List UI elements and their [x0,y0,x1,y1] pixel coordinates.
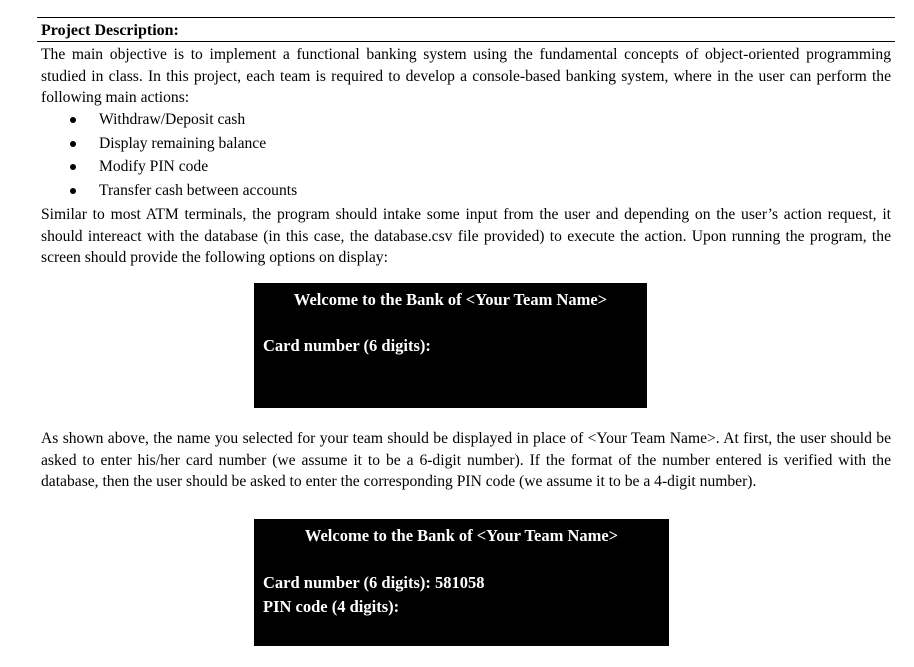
section-title: Project Description: [41,22,179,39]
terminal-screenshot-1 [254,283,647,408]
pin-code-prompt: PIN code (4 digits): [263,597,400,616]
list-item-label: Modify PIN code [99,158,209,175]
card-number-prompt: Card number (6 digits): [263,336,431,355]
card-number-prompt: Card number (6 digits): [263,573,431,592]
list-item [66,108,297,132]
bullet-icon [70,117,76,123]
bullet-icon [70,164,76,170]
action-list [66,108,297,202]
atm-paragraph: Similar to most ATM terminals, the program should intake some input from the user and depending on the user’s action request, it should intereact with the database (in this case, the database.csv file provided) to execute the action. Upon running the program, the screen should provide the following options on display: [41,206,891,266]
terminal-welcome: Welcome to the Bank of <Your Team Name> [293,290,608,309]
list-item-label: Transfer cash between accounts [99,181,298,199]
list-item-label: Display remaining balance [99,134,267,152]
top-rule [37,17,895,18]
explanation-paragraph: As shown above, the name you selected for your team should be displayed in place of <Your Team Name>. At first, the user should be asked to enter his/her card number (we assume it to be a 6-digit number). If the format of the number entered is verified with the database, then the user should be asked to enter the corresponding PIN code (we assume it to be a 4-digit number). [41,430,891,490]
list-item [66,179,297,203]
list-item [66,132,297,156]
list-item [66,155,297,179]
intro-paragraph: The main objective is to implement a functional banking system using the fundamental concepts of object-oriented programming studied in class. In this project, each team is required to develop a console-based banking system, where in the user can perform the following main actions: [41,46,891,106]
title-rule [37,41,895,42]
terminal-welcome: Welcome to the Bank of <Your Team Name> [304,526,619,545]
card-number-line [263,572,485,594]
card-number-value: 581058 [435,573,485,592]
list-item-label: Withdraw/Deposit cash [99,111,246,128]
terminal-screenshot-2 [254,519,669,646]
bullet-icon [70,141,76,147]
bullet-icon [70,188,76,194]
